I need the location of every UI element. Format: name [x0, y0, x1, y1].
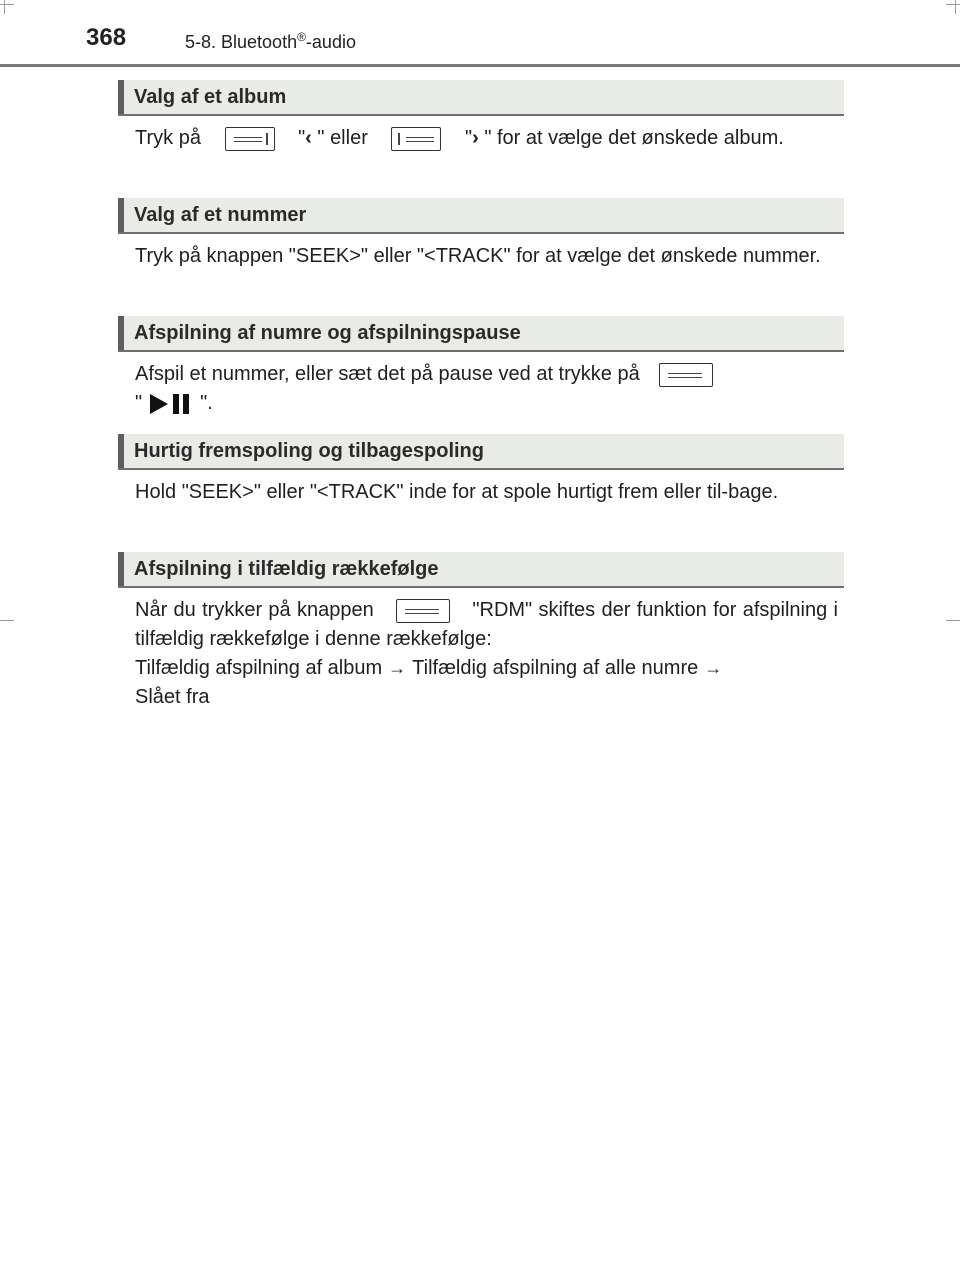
heading-bar	[118, 198, 124, 232]
header-rule	[0, 64, 960, 67]
section-track-select	[118, 198, 844, 271]
section-text: Hold "SEEK>" eller "<TRACK" inde for at spole hurtigt frem eller til-bage.	[135, 481, 779, 503]
text-run: Slået fra	[135, 686, 210, 708]
section-heading	[118, 316, 844, 352]
text-run: Afspil et nummer, eller sæt det på pause ved at trykke på	[135, 363, 640, 385]
heading-bar	[118, 80, 124, 114]
arrow-right-icon: →	[704, 658, 723, 678]
section-heading	[118, 552, 844, 588]
heading-bar	[118, 552, 124, 586]
arrow-right-icon: →	[388, 658, 407, 678]
crop-mark	[0, 4, 14, 5]
play-pause-icon	[148, 393, 194, 415]
section-text	[135, 360, 838, 418]
text-run: "	[464, 127, 473, 149]
crop-mark	[4, 0, 5, 14]
steering-button-icon	[396, 599, 450, 623]
text-run: Tryk på	[135, 127, 201, 149]
registered-mark: ®	[297, 30, 306, 44]
section-heading	[118, 80, 844, 116]
section-title: Afspilning i tilfældig rækkefølge	[134, 557, 439, 580]
chevron-right-icon: ›	[472, 127, 479, 149]
section-text	[135, 124, 838, 153]
chapter-suffix: -audio	[305, 32, 356, 52]
text-run: "	[298, 127, 306, 149]
section-title: Valg af et nummer	[134, 203, 307, 226]
crop-mark	[955, 0, 956, 14]
section-heading	[118, 198, 844, 234]
text-run: Tilfældig afspilning af alle numre	[412, 657, 699, 679]
text-run: Når du trykker på knappen	[135, 599, 374, 621]
section-title: Hurtig fremspoling og tilbagespoling	[134, 439, 484, 462]
section-title: Afspilning af numre og afspilningspause	[134, 321, 521, 344]
section-random-playback	[118, 552, 844, 712]
crop-mark	[0, 620, 14, 621]
text-run: ".	[200, 392, 213, 414]
text-run: " eller	[317, 127, 368, 149]
chapter-title	[185, 30, 356, 53]
text-run: Tilfældig afspilning af album	[135, 657, 383, 679]
text-run: "	[135, 392, 143, 414]
section-heading	[118, 434, 844, 470]
page-number: 368	[86, 24, 127, 51]
steering-button-left-icon	[225, 127, 275, 151]
steering-button-icon	[659, 363, 713, 387]
text-run: " for at vælge det ønskede album.	[484, 127, 784, 149]
crop-mark	[946, 4, 960, 5]
steering-button-right-icon	[391, 127, 441, 151]
crop-mark	[946, 620, 960, 621]
section-fast-forward-rewind	[118, 434, 844, 507]
section-play-pause	[118, 316, 844, 418]
heading-bar	[118, 316, 124, 350]
text-run: "RDM" skiftes der funktion for afspilning i tilfældig rækkefølge i denne rækkefølge:	[135, 599, 838, 650]
chapter-prefix: 5-8. Bluetooth	[185, 32, 298, 52]
heading-bar	[118, 434, 124, 468]
section-title: Valg af et album	[134, 85, 287, 108]
section-text	[135, 596, 838, 712]
chevron-left-icon: ‹	[305, 127, 312, 149]
section-text: Tryk på knappen "SEEK>" eller "<TRACK" for at vælge det ønskede nummer.	[135, 245, 821, 267]
section-album-select	[118, 80, 844, 153]
